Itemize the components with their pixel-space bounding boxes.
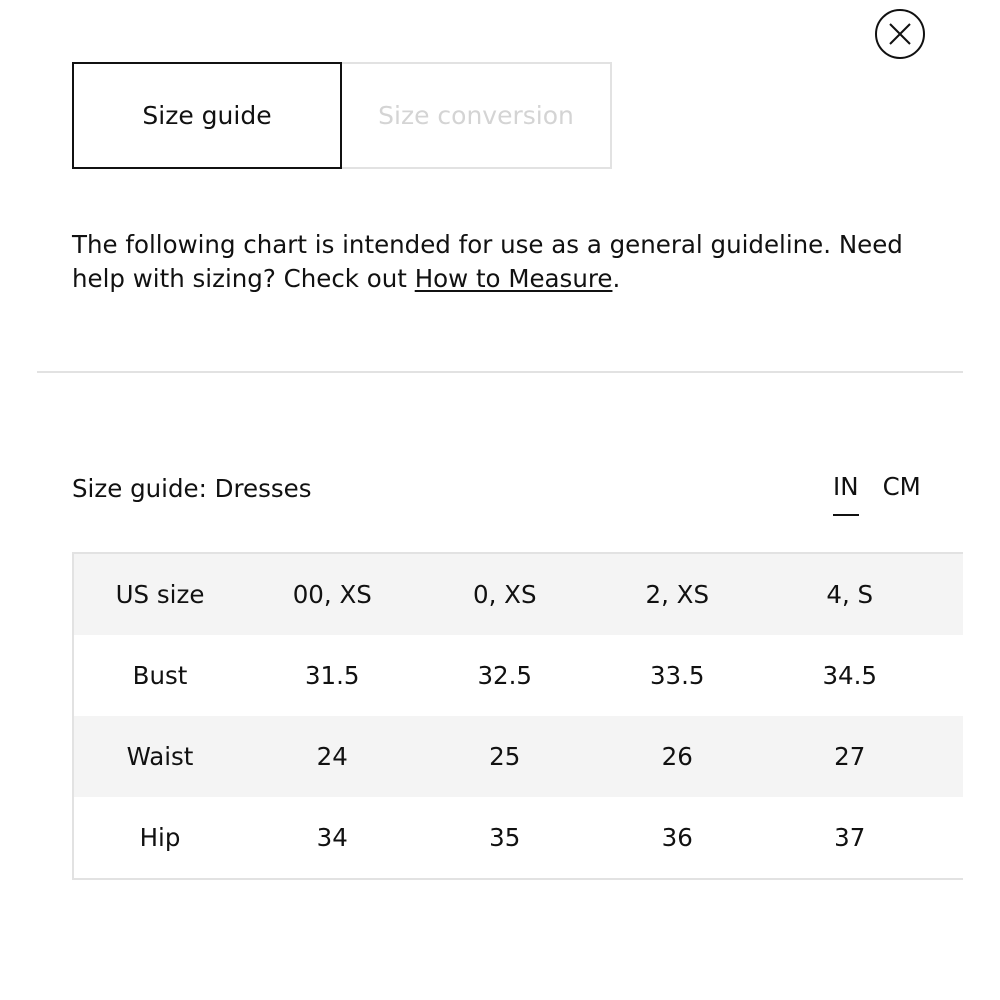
table-cell: 26 (661, 742, 693, 771)
table-cell: 24 (316, 742, 348, 771)
table-cell: 4, S (826, 580, 874, 609)
intro-body: The following chart is intended for use as a general guideline. Need help with sizing? Check out (72, 230, 903, 293)
table-cell: 25 (489, 742, 521, 771)
table-row-waist (74, 716, 963, 797)
table-cell: 35 (489, 823, 521, 852)
table-cell: 27 (834, 742, 866, 771)
table-cell: 32.5 (477, 661, 533, 690)
table-cell: 2, XS (645, 580, 709, 609)
table-cell: 34.5 (822, 661, 878, 690)
unit-in-button[interactable]: IN (833, 472, 859, 501)
row-label: Waist (126, 742, 194, 771)
close-button[interactable] (875, 9, 925, 59)
size-table (72, 552, 963, 880)
table-cell: 31.5 (304, 661, 360, 690)
table-cell: 0, XS (473, 580, 537, 609)
section-divider (37, 371, 963, 373)
unit-cm-button[interactable]: CM (882, 472, 921, 501)
close-icon (888, 22, 912, 46)
table-cell: 33.5 (649, 661, 705, 690)
size-guide-title: Size guide: Dresses (72, 474, 312, 503)
table-row-bust (74, 635, 963, 716)
row-label: Hip (139, 823, 181, 852)
intro-suffix: . (612, 264, 621, 293)
table-cell: 00, XS (292, 580, 372, 609)
tab-bar (72, 62, 612, 169)
unit-toggle (833, 472, 921, 501)
tab-size-conversion[interactable]: Size conversion (342, 62, 612, 169)
table-row-us-size (74, 554, 963, 635)
table-cell: 34 (316, 823, 348, 852)
table-cell: 36 (661, 823, 693, 852)
how-to-measure-link[interactable]: How to Measure (414, 264, 613, 293)
tab-size-guide[interactable]: Size guide (72, 62, 342, 169)
table-row-hip (74, 797, 963, 878)
intro-text (72, 228, 952, 296)
table-cell: 37 (834, 823, 866, 852)
row-label: Bust (132, 661, 188, 690)
row-label: US size (115, 580, 205, 609)
